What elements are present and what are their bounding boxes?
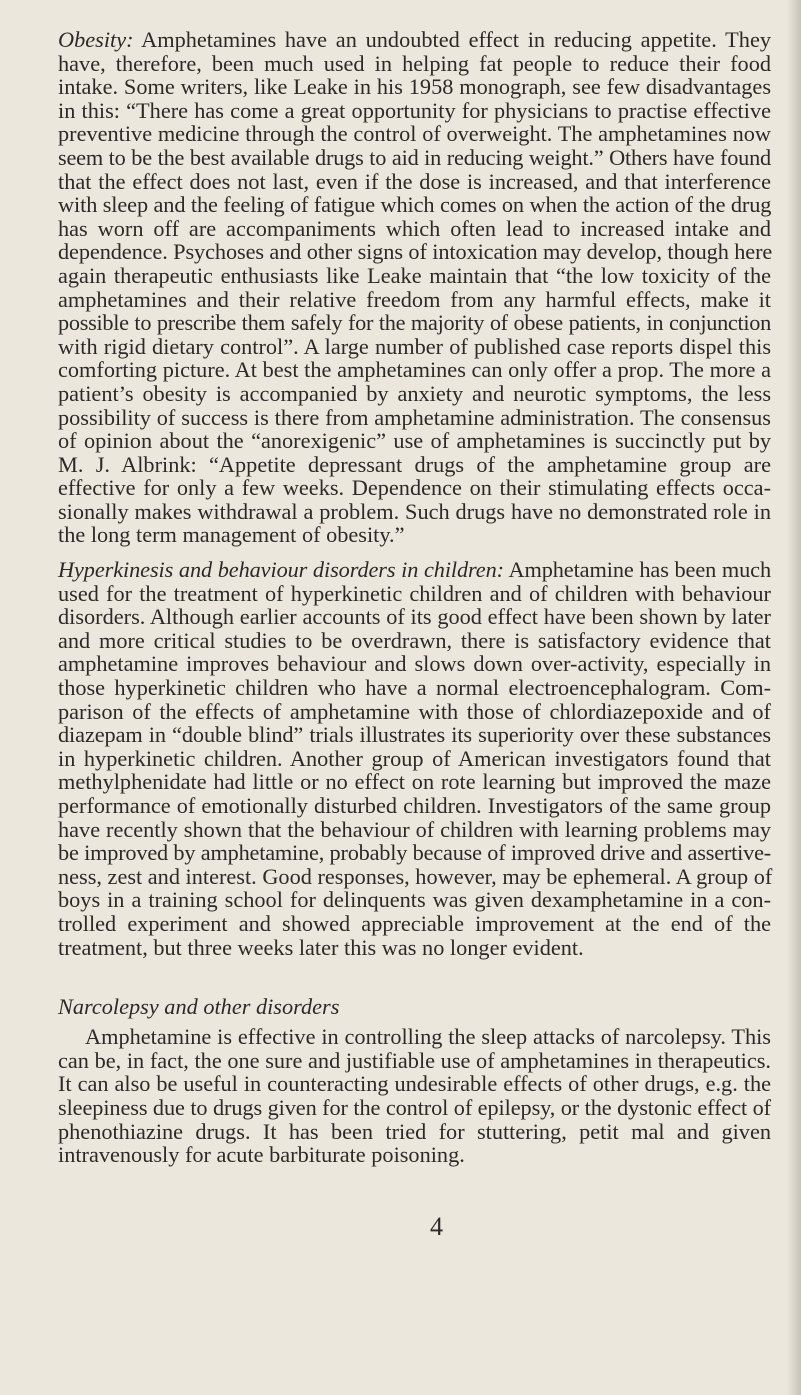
line-text: be improved by amphetamine, probably because of improved drive and assertive- bbox=[58, 840, 771, 866]
paragraph-narcolepsy bbox=[58, 1025, 771, 1167]
text-line bbox=[58, 453, 771, 477]
line-text: dependence. Psychoses and other signs of intoxication may develop, though here bbox=[58, 239, 773, 265]
line-text: diazepam in “double blind” trials illustrates its superiority over these substances bbox=[58, 722, 771, 748]
text-line bbox=[58, 747, 771, 771]
line-text: patient’s obesity is accompanied by anxiety and neurotic symptoms, the less bbox=[58, 380, 771, 406]
line-text: amphetamines and their relative freedom from any harmful effects, make it bbox=[58, 286, 771, 312]
text-line bbox=[58, 723, 771, 747]
line-text: treatment, but three weeks later this was no longer evident. bbox=[58, 934, 584, 960]
paragraph-hyperkinesis bbox=[58, 558, 771, 959]
text-line bbox=[58, 1072, 771, 1096]
text-line bbox=[58, 335, 771, 359]
line-text: effective for only a few weeks. Dependence on their stimulating effects occa- bbox=[58, 475, 771, 501]
line-text: of opinion about the “anorexigenic” use of amphetamines is succinctly put by bbox=[58, 428, 771, 454]
text-line bbox=[58, 700, 771, 724]
text-line bbox=[58, 288, 771, 312]
text-line bbox=[58, 523, 771, 547]
line-text: intake. Some writers, like Leake in his 1958 monograph, see few disadvantages bbox=[58, 74, 771, 100]
line-text: disorders. Although earlier accounts of its good effect have been shown by later bbox=[58, 604, 771, 630]
line-text: the long term management of obesity.” bbox=[58, 522, 405, 548]
line-text: possible to prescribe them safely for the majority of obese patients, in conjunction bbox=[58, 310, 771, 336]
line-text: and more critical studies to be overdrawn, there is satisfactory evidence that bbox=[58, 627, 771, 653]
paragraph-lead: Hyperkinesis and behaviour disorders in children: bbox=[58, 557, 504, 583]
line-text: M. J. Albrink: “Appetite depressant drugs of the amphetamine group are bbox=[58, 451, 771, 477]
line-text: Amphetamine is effective in controlling the sleep attacks of narcolepsy. This bbox=[85, 1024, 771, 1050]
text-line bbox=[58, 818, 771, 842]
text-line bbox=[58, 476, 771, 500]
text-line bbox=[58, 358, 771, 382]
text-line bbox=[58, 52, 771, 76]
line-text: can be, in fact, the one sure and justifiable use of amphetamines in therapeutics. bbox=[58, 1047, 771, 1073]
text-line bbox=[58, 28, 771, 52]
line-text: phenothiazine drugs. It has been tried for stuttering, petit mal and given bbox=[58, 1118, 771, 1144]
line-text: ness, zest and interest. Good responses, however, may be ephemeral. A group of bbox=[58, 863, 773, 889]
text-line bbox=[58, 429, 771, 453]
line-text: sleepiness due to drugs given for the control of epilepsy, or the dystonic effect of bbox=[58, 1094, 771, 1120]
line-text: again therapeutic enthusiasts like Leake maintain that “the low toxicity of the bbox=[58, 262, 771, 288]
line-text: with rigid dietary control”. A large number of published case reports dispel this bbox=[58, 333, 771, 359]
text-line bbox=[58, 75, 771, 99]
text-line bbox=[58, 794, 771, 818]
text-line bbox=[58, 1096, 771, 1120]
text-line bbox=[58, 888, 771, 912]
line-text: intravenously for acute barbiturate poisoning. bbox=[58, 1142, 465, 1168]
line-text: comforting picture. At best the amphetamines can only offer a prop. The more a bbox=[58, 357, 771, 383]
text-line bbox=[58, 500, 771, 524]
text-line bbox=[58, 146, 771, 170]
text-line bbox=[58, 170, 771, 194]
line-text: has worn off are accompaniments which often lead to increased intake and bbox=[58, 215, 771, 241]
text-line bbox=[58, 240, 771, 264]
line-text: preventive medicine through the control of overweight. The amphetamines now bbox=[58, 121, 771, 147]
text-line bbox=[58, 865, 771, 889]
line-text: trolled experiment and showed appreciable improvement at the end of the bbox=[58, 910, 771, 936]
section-heading: Narcolepsy and other disorders bbox=[58, 994, 340, 1020]
text-line bbox=[58, 382, 771, 406]
text-line bbox=[58, 217, 771, 241]
line-text: sionally makes withdrawal a problem. Such drugs have no demonstrated role in bbox=[58, 498, 771, 524]
text-line bbox=[58, 1025, 771, 1049]
line-text: used for the treatment of hyperkinetic children and of children with behaviour bbox=[58, 580, 771, 606]
line-text: Amphetamine has been much bbox=[508, 557, 771, 583]
text-line bbox=[58, 99, 771, 123]
text-line bbox=[58, 558, 771, 582]
text-line bbox=[58, 652, 771, 676]
line-text: have, therefore, been much used in helping fat people to reduce their food bbox=[58, 50, 771, 76]
text-line bbox=[58, 912, 771, 936]
line-text: those hyperkinetic children who have a normal electroencephalogram. Com- bbox=[58, 675, 771, 701]
line-text: have recently shown that the behaviour of children with learning problems may bbox=[58, 816, 771, 842]
text-line bbox=[58, 1120, 771, 1144]
text-line bbox=[58, 1143, 771, 1167]
text-line bbox=[58, 264, 771, 288]
text-line bbox=[58, 1049, 771, 1073]
text-line bbox=[58, 770, 771, 794]
line-text: Amphetamines have an undoubted effect in reducing appetite. They bbox=[141, 27, 771, 52]
page-number: 4 bbox=[430, 1211, 443, 1241]
line-text: in hyperkinetic children. Another group of American investigators found that bbox=[58, 745, 771, 771]
line-text: seem to be the best available drugs to aid in reducing weight.” Others have found bbox=[58, 144, 771, 170]
text-line bbox=[58, 676, 771, 700]
text-line bbox=[58, 841, 771, 865]
line-text: in this: “There has come a great opportunity for physicians to practise effective bbox=[58, 97, 771, 123]
line-text: possibility of success is there from amphetamine administration. The consensus bbox=[58, 404, 771, 430]
line-text: performance of emotionally disturbed children. Investigators of the same group bbox=[58, 793, 771, 818]
text-line bbox=[58, 936, 771, 960]
paragraph-obesity bbox=[58, 28, 771, 547]
line-text: It can also be useful in counteracting undesirable effects of other drugs, e.g. the bbox=[58, 1071, 771, 1097]
text-line bbox=[58, 193, 771, 217]
paragraph-lead: Obesity: bbox=[58, 27, 134, 52]
text-line bbox=[58, 406, 771, 430]
text-line bbox=[58, 311, 771, 335]
line-text: with sleep and the feeling of fatigue which comes on when the action of the drug bbox=[58, 192, 772, 218]
line-text: boys in a training school for delinquents was given dexamphetamine in a con- bbox=[58, 887, 771, 913]
line-text: parison of the effects of amphetamine with those of chlordiazepoxide and of bbox=[58, 698, 771, 724]
text-line bbox=[58, 122, 771, 146]
line-text: amphetamine improves behaviour and slows down over-activity, especially in bbox=[58, 651, 771, 677]
text-line bbox=[58, 582, 771, 606]
line-text: methylphenidate had little or no effect on rote learning but improved the maze bbox=[58, 769, 771, 795]
line-text: that the effect does not last, even if the dose is increased, and that interference bbox=[58, 168, 771, 194]
text-line bbox=[58, 629, 771, 653]
text-line bbox=[58, 605, 771, 629]
